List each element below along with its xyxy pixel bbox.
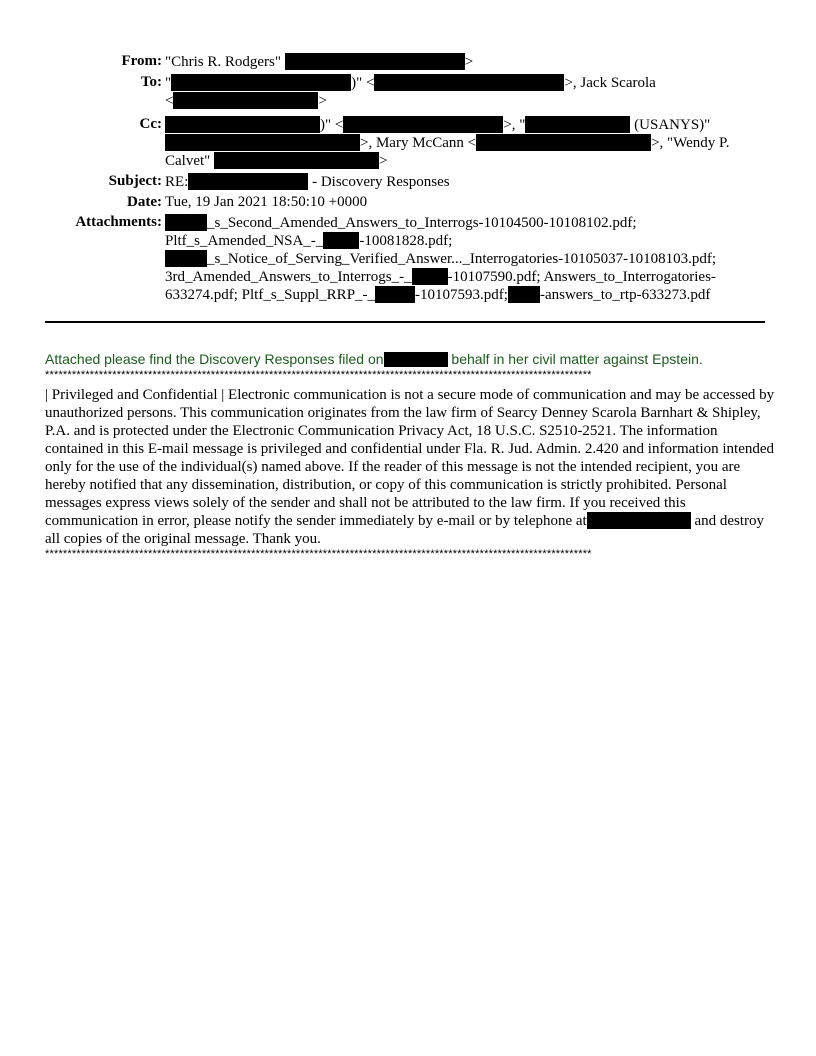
redaction [374,74,564,91]
redaction [343,116,503,133]
cc-line2-after: >, "Wendy P. [651,135,730,151]
attachment-1-name: _s_Second_Amended_Answers_to_Interrogs-10104500-10108102.pdf; [207,215,637,231]
to-line2-close: > [318,93,327,109]
redaction [525,116,630,133]
redaction [384,352,448,367]
intro-message [45,351,785,367]
to-after: >, Jack Scarola [564,75,656,91]
header-divider [45,321,765,323]
subject-row [40,173,780,191]
confidentiality-disclaimer [45,386,775,548]
subject-label: Subject: [108,173,162,189]
redaction [173,92,318,109]
cc-line3: Calvet" [165,153,211,169]
attachment-2[interactable] [165,232,780,250]
cc-line3-close: > [379,153,388,169]
attachment-5-name-b: -10107593.pdf; [415,287,508,303]
email-header [40,53,780,307]
attachments-label: Attachments: [75,214,162,230]
attachment-5[interactable] [165,286,780,304]
redaction [476,134,651,151]
cc-mid2: >, " [503,117,526,133]
redaction [412,268,448,285]
to-label: To: [140,74,162,90]
from-value: "Chris R. Rodgers" [165,54,282,70]
attachment-2-name-b: -10081828.pdf; [359,233,453,249]
date-row [40,194,780,211]
redaction [508,286,540,303]
from-label: From: [121,53,162,69]
disclaimer-text-b: and destroy all copies of the original message. Thank you. [45,513,765,547]
redaction [375,286,415,303]
redaction [165,134,360,151]
redaction [165,214,207,231]
separator-stars-bottom: ************************************************************************************************************************** [45,548,592,560]
cc-usanys: (USANYS)" [634,117,711,133]
from-suffix: > [464,54,474,70]
date-value: Tue, 19 Jan 2021 18:50:10 +0000 [165,194,368,210]
attachment-5-name-c: -answers_to_rtp-633273.pdf [539,287,711,303]
subject-suffix: - Discovery Responses [312,174,450,190]
attachment-1[interactable] [165,214,780,232]
cc-row [40,116,780,170]
separator-stars-top: ************************************************************************************************************************** [45,369,592,381]
from-row [40,53,780,71]
to-open: " [165,75,172,91]
redaction [587,512,691,529]
to-mid: )" < [351,75,375,91]
intro-text-b: behalf in her civil matter against Epstein. [451,351,703,367]
redaction [165,250,207,267]
attachment-5-name-a: 633274.pdf; Pltf_s_Suppl_RRP_-_ [165,287,376,303]
attachment-2-name-a: Pltf_s_Amended_NSA_-_ [165,233,324,249]
attachment-3-name: _s_Notice_of_Serving_Verified_Answer..._Interrogatories-10105037-10108103.pdf; [207,251,717,267]
attachments-row [40,214,780,304]
cc-line2-close: >, Mary McCann < [360,135,477,151]
attachment-4-name-b: -10107590.pdf; Answers_to_Interrogatories- [447,269,716,285]
attachment-4-name-a: 3rd_Amended_Answers_to_Interrogs_-_ [165,269,412,285]
attachment-3[interactable] [165,250,780,268]
cc-label: Cc: [139,116,162,132]
redaction [171,74,351,91]
date-label: Date: [127,194,162,210]
redaction [323,232,359,249]
to-line2-open: < [165,93,174,109]
redaction [188,173,308,190]
to-row [40,74,780,110]
redaction [165,116,320,133]
redaction [214,152,379,169]
attachment-4[interactable] [165,268,780,286]
intro-text-a: Attached please find the Discovery Responses filed on [45,351,384,367]
redaction [285,53,465,70]
subject-prefix: RE: [165,174,189,190]
disclaimer-text-a: | Privileged and Confidential | Electronic communication is not a secure mode of communication and may be accessed by unauthorized persons. This communication originates from the law firm of Searcy Denney Scarola Barnhart & Shipley, P.A. and is protected under the Electronic Communication Privacy Act, 18 U.S.C. S2510-2521. The information contained in this E-mail message is privileged and confidential under Fla. R. Jud. Admin. 2.420 and information intended only for the use of the individual(s) named above. If the reader of this message is not the intended recipient, you are hereby notified that any dissemination, distribution, or copy of this communication is strictly prohibited. Personal messages express views solely of the sender and shall not be attributed to the law firm. If you received this communication in error, please notify the sender immediately by e-mail or by telephone at [45,387,775,529]
cc-mid1: )" < [320,117,344,133]
